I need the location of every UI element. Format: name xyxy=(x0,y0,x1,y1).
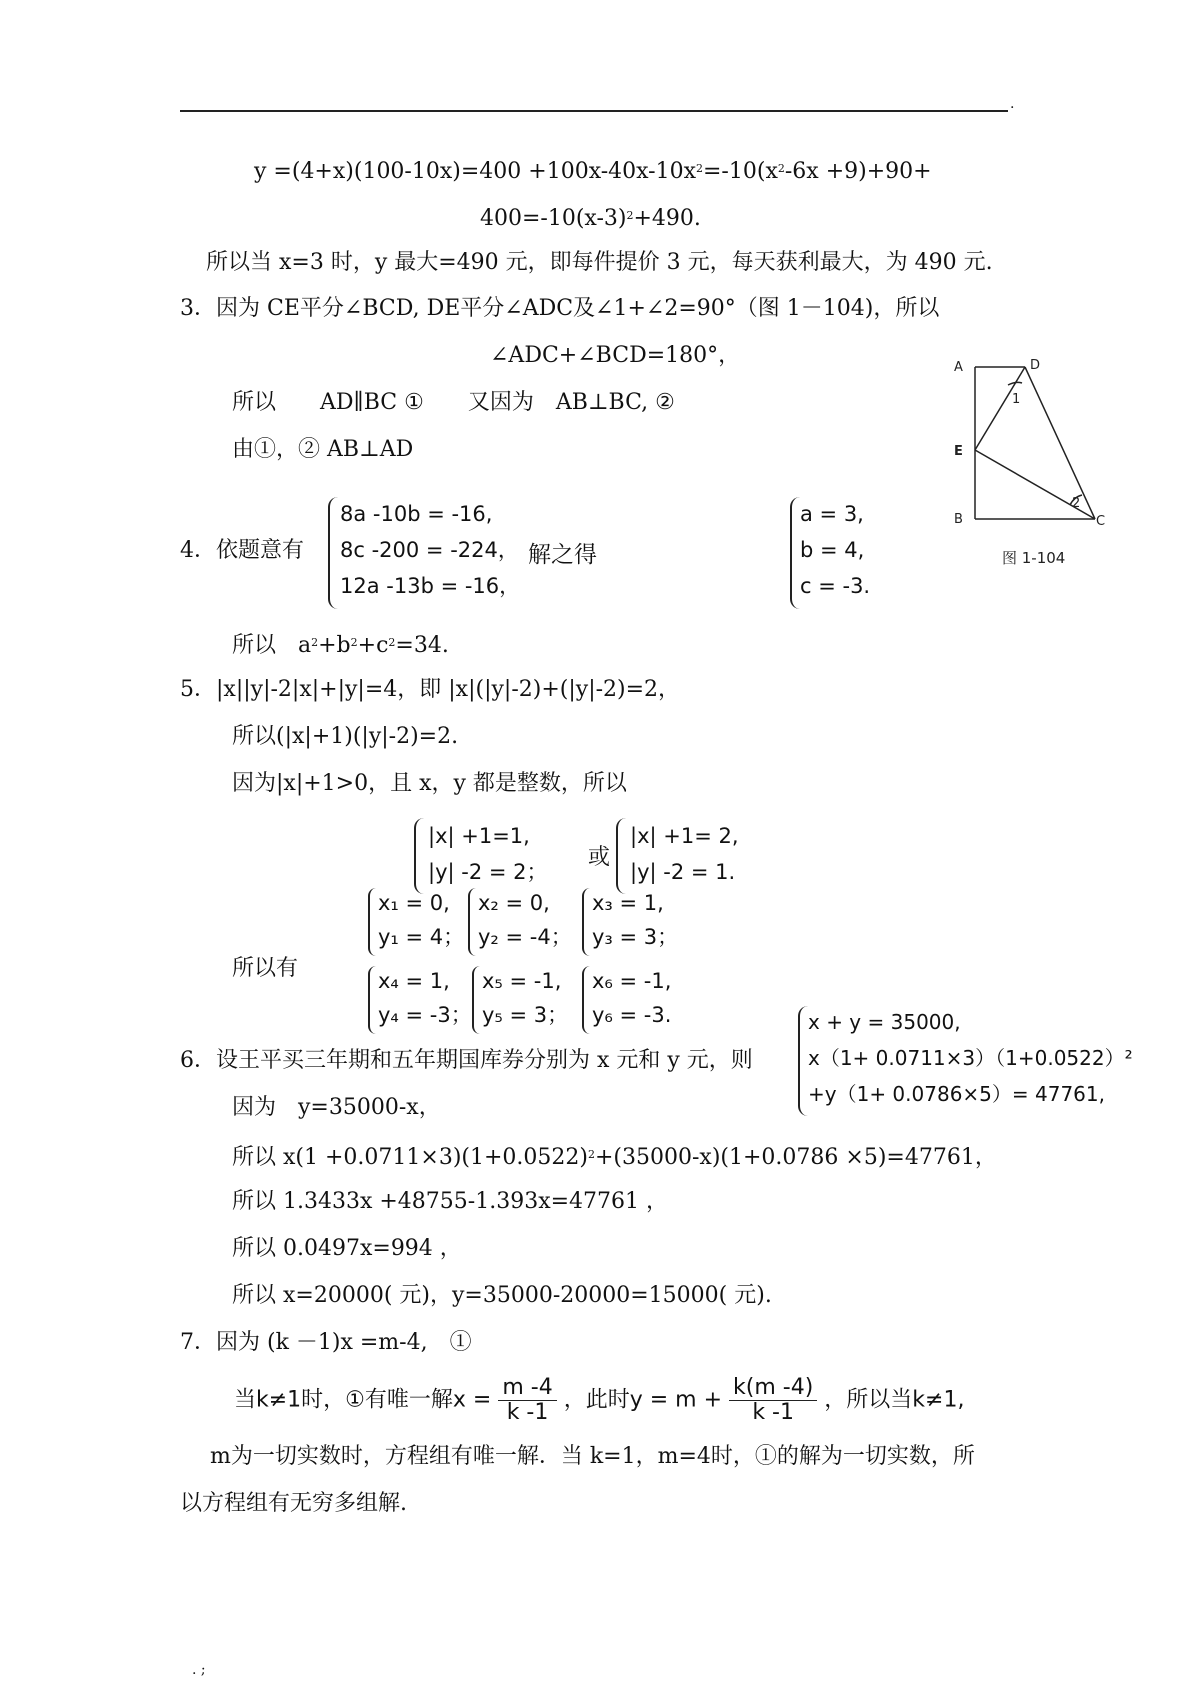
brace xyxy=(582,888,590,956)
eq1-part: y =(4+x)(100-10x)=400 +100x-40x-10x xyxy=(254,159,696,184)
q5-case-b xyxy=(630,818,739,890)
brace xyxy=(582,966,590,1034)
q6-system xyxy=(808,1004,1133,1112)
q3-parallel: 所以 AD∥BC ① 又因为 AB⊥BC, ② xyxy=(232,390,675,415)
conclusion-line: 所以当 x=3 时，y 最大=490 元，即每件提价 3 元，每天获利最大，为 490 元. xyxy=(206,250,993,275)
q5-sol-3 xyxy=(592,886,678,954)
q7-line: 7．因为 (k －1)x =m-4, ① xyxy=(180,1330,472,1355)
q6-line-e: 所以 x=20000( 元)，y=35000-20000=15000( 元). xyxy=(232,1283,772,1308)
label-angle-2: 2 xyxy=(1072,496,1081,511)
q4-result xyxy=(232,630,449,659)
q3-line: 3．因为 CE平分∠BCD, DE平分∠ADC及∠1+∠2=90°（图 1－104)，所以 xyxy=(180,296,940,321)
q4-system xyxy=(340,496,520,604)
sup: 2 xyxy=(587,1148,595,1161)
q6-line-c: 所以 1.3433x +48755-1.393x=47761 ， xyxy=(232,1189,669,1214)
q7-formula xyxy=(234,1376,964,1425)
text: =34. xyxy=(395,633,449,658)
denominator: k -1 xyxy=(506,1400,549,1425)
denominator: k -1 xyxy=(752,1400,794,1425)
q6-line: 6．设王平买三年期和五年期国库券分别为 x 元和 y 元，则 xyxy=(180,1048,753,1073)
q5-case-a xyxy=(428,818,548,890)
equation: x₆ = -1, xyxy=(592,969,672,993)
equation: x₁ = 0, xyxy=(378,891,450,915)
equation: y₁ = 4； xyxy=(378,925,465,949)
segment-ed xyxy=(975,367,1025,450)
q5-has: 所以有 xyxy=(232,956,299,981)
q4-label: 4．依题意有 xyxy=(180,538,304,563)
fraction xyxy=(729,1376,817,1425)
equation: y₂ = -4； xyxy=(478,925,572,949)
eq1-part: -6x +9)+90+ xyxy=(784,159,932,184)
eq2-part: +490. xyxy=(633,206,701,231)
text: 所以 x(1 +0.0711×3)(1+0.0522) xyxy=(232,1145,588,1170)
label-angle-1: 1 xyxy=(1012,392,1021,407)
sup: 2 xyxy=(311,636,319,649)
brace xyxy=(368,888,376,956)
footer-mark: . ; xyxy=(192,1662,206,1678)
q3-angle-sum: ∠ADC+∠BCD=180°， xyxy=(490,343,741,368)
eq1-part: =-10(x xyxy=(703,159,778,184)
equation-line-1 xyxy=(254,156,932,185)
brace xyxy=(468,888,476,956)
header-rule xyxy=(180,110,1008,112)
text: +b xyxy=(318,633,351,658)
sup: 2 xyxy=(626,209,634,222)
text: ，所以当k≠1, xyxy=(824,1387,965,1413)
sup: 2 xyxy=(696,162,703,175)
q4-solution xyxy=(800,496,870,604)
text: +c xyxy=(357,633,389,658)
equation: b = 4, xyxy=(800,538,865,562)
q5-line-3: 因为|x|+1>0，且 x，y 都是整数，所以 xyxy=(232,771,627,796)
equation: 8a -10b = -16, xyxy=(340,502,493,526)
equation: |x| +1= 2, xyxy=(630,824,739,848)
brace xyxy=(368,966,376,1034)
equation: x（1+ 0.0711×3）（1+0.0522）² xyxy=(808,1046,1133,1070)
brace xyxy=(414,818,424,894)
label-e: E xyxy=(954,444,963,459)
equation: |y| -2 = 2； xyxy=(428,860,548,884)
brace xyxy=(472,966,480,1034)
brace xyxy=(616,818,626,894)
equation: x₄ = 1, xyxy=(378,969,450,993)
sup: 2 xyxy=(388,636,396,649)
equation: x₃ = 1, xyxy=(592,891,664,915)
q5-sol-6 xyxy=(592,964,671,1032)
equation: y₃ = 3； xyxy=(592,925,679,949)
brace xyxy=(790,497,800,609)
q7-line-c: 以方程组有无穷多组解. xyxy=(180,1491,407,1516)
q4-solve-label: 解之得 xyxy=(528,542,597,568)
text: +(35000-x)(1+0.0786 ×5)=47761， xyxy=(594,1145,997,1170)
label-d: D xyxy=(1030,358,1041,373)
equation-line-2 xyxy=(480,203,701,232)
q5-sol-1 xyxy=(378,886,464,954)
header-mark: . xyxy=(1010,96,1015,112)
figure-caption: 图 1-104 xyxy=(1002,549,1066,567)
numerator: m -4 xyxy=(498,1376,556,1401)
q5-line-2: 所以(|x|+1)(|y|-2)=2. xyxy=(232,724,459,749)
brace xyxy=(328,497,338,609)
q5-sol-4 xyxy=(378,964,472,1032)
equation: |x| +1=1, xyxy=(428,824,530,848)
equation: x₂ = 0, xyxy=(478,891,550,915)
equation: y₄ = -3； xyxy=(378,1003,472,1027)
equation: y₅ = 3； xyxy=(482,1003,569,1027)
sup: 2 xyxy=(350,636,358,649)
text: 当k≠1时，①有唯一解x = xyxy=(234,1387,492,1413)
equation: 12a -13b = -16， xyxy=(340,574,521,598)
equation: y₆ = -3. xyxy=(592,1003,672,1027)
q5-sol-2 xyxy=(478,886,572,954)
equation: x + y = 35000, xyxy=(808,1010,961,1034)
figure-1-104 xyxy=(940,355,1120,570)
sup: 2 xyxy=(777,162,785,175)
text: ，此时y = m + xyxy=(563,1387,723,1413)
segment-dc xyxy=(1025,367,1095,519)
equation: 8c -200 = -224， xyxy=(340,538,519,562)
label-b: B xyxy=(954,512,963,527)
q6-line-a: 因为 y=35000-x， xyxy=(232,1095,441,1120)
q5-sol-5 xyxy=(482,964,568,1032)
equation: x₅ = -1, xyxy=(482,969,562,993)
q6-line-b xyxy=(232,1142,997,1171)
q6-line-d: 所以 0.0497x=994 ， xyxy=(232,1236,462,1261)
equation: c = -3. xyxy=(800,574,871,598)
brace xyxy=(798,1006,808,1116)
text: 所以 a xyxy=(232,633,312,658)
equation: |y| -2 = 1. xyxy=(630,860,736,884)
numerator: k(m -4) xyxy=(729,1376,817,1401)
q3-conclusion: 由①，② AB⊥AD xyxy=(232,437,414,462)
q5-or: 或 xyxy=(588,845,611,870)
equation: +y（1+ 0.0786×5）= 47761, xyxy=(808,1082,1105,1106)
label-a: A xyxy=(954,360,963,375)
label-c: C xyxy=(1096,514,1106,529)
q7-line-b: m为一切实数时，方程组有唯一解．当 k=1，m=4时，①的解为一切实数，所 xyxy=(210,1444,975,1469)
equation: a = 3, xyxy=(800,502,864,526)
fraction xyxy=(498,1376,556,1425)
eq2-part: 400=-10(x-3) xyxy=(480,206,627,231)
q5-line: 5．|x||y|-2|x|+|y|=4，即 |x|(|y|-2)+(|y|-2)=2， xyxy=(180,677,681,702)
